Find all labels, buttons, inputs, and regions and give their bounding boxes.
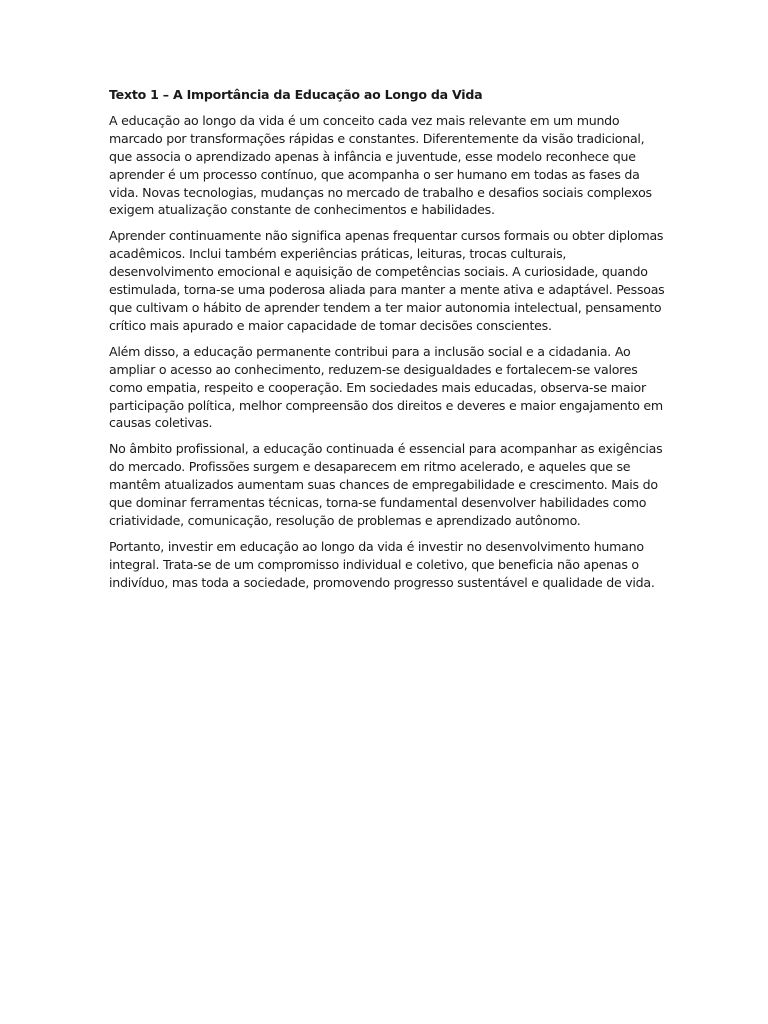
document-title: Texto 1 – A Importância da Educação ao Longo da Vida <box>109 87 483 102</box>
paragraph-1: A educação ao longo da vida é um conceito cada vez mais relevante em um mundo marcado por transformações rápidas e constantes. Diferentemente da visão tradicional, que associa o aprendizado apenas à infância e juventude, esse modelo reconhece que aprender é um processo contínuo, que acompanha o ser humano em todas as fases da vida. Novas tecnologias, mudanças no mercado de trabalho e desafios sociais complexos exigem atualização constante de conhecimentos e habilidades. <box>109 112 652 218</box>
paragraph-4: No âmbito profissional, a educação continuada é essencial para acompanhar as exigências do mercado. Profissões surgem e desaparecem em ritmo acelerado, e aqueles que se mantêm atualizados aumentam suas chances de empregabilidade e crescimento. Mais do que dominar ferramentas técnicas, torna-se fundamental desenvolver habilidades como criatividade, comunicação, resolução de problemas e aprendizado autônomo. <box>109 441 663 528</box>
document-body <box>109 86 665 600</box>
paragraph-5: Portanto, investir em educação ao longo da vida é investir no desenvolvimento humano integral. Trata-se de um compromisso individual e coletivo, que beneficia não apenas o indivíduo, mas toda a sociedade, promovendo progresso sustentável e qualidade de vida. <box>109 538 655 590</box>
paragraph-3: Além disso, a educação permanente contribui para a inclusão social e a cidadania. Ao ampliar o acesso ao conhecimento, reduzem-se desigualdades e fortalecem-se valores como empatia, respeito e cooperação. Em sociedades mais educadas, observa-se maior participação política, melhor compreensão dos direitos e deveres e maior engajamento em causas coletivas. <box>109 343 663 431</box>
paragraph-2: Aprender continuamente não significa apenas frequentar cursos formais ou obter diplomas acadêmicos. Inclui também experiências práticas, leituras, trocas culturais, desenvolvimento emocional e aquisição de competências sociais. A curiosidade, quando estimulada, torna-se uma poderosa aliada para manter a mente ativa e adaptável. Pessoas que cultivam o hábito de aprender tendem a ter maior autonomia intelectual, pensamento crítico mais apurado e maior capacidade de tomar decisões conscientes. <box>109 228 665 333</box>
